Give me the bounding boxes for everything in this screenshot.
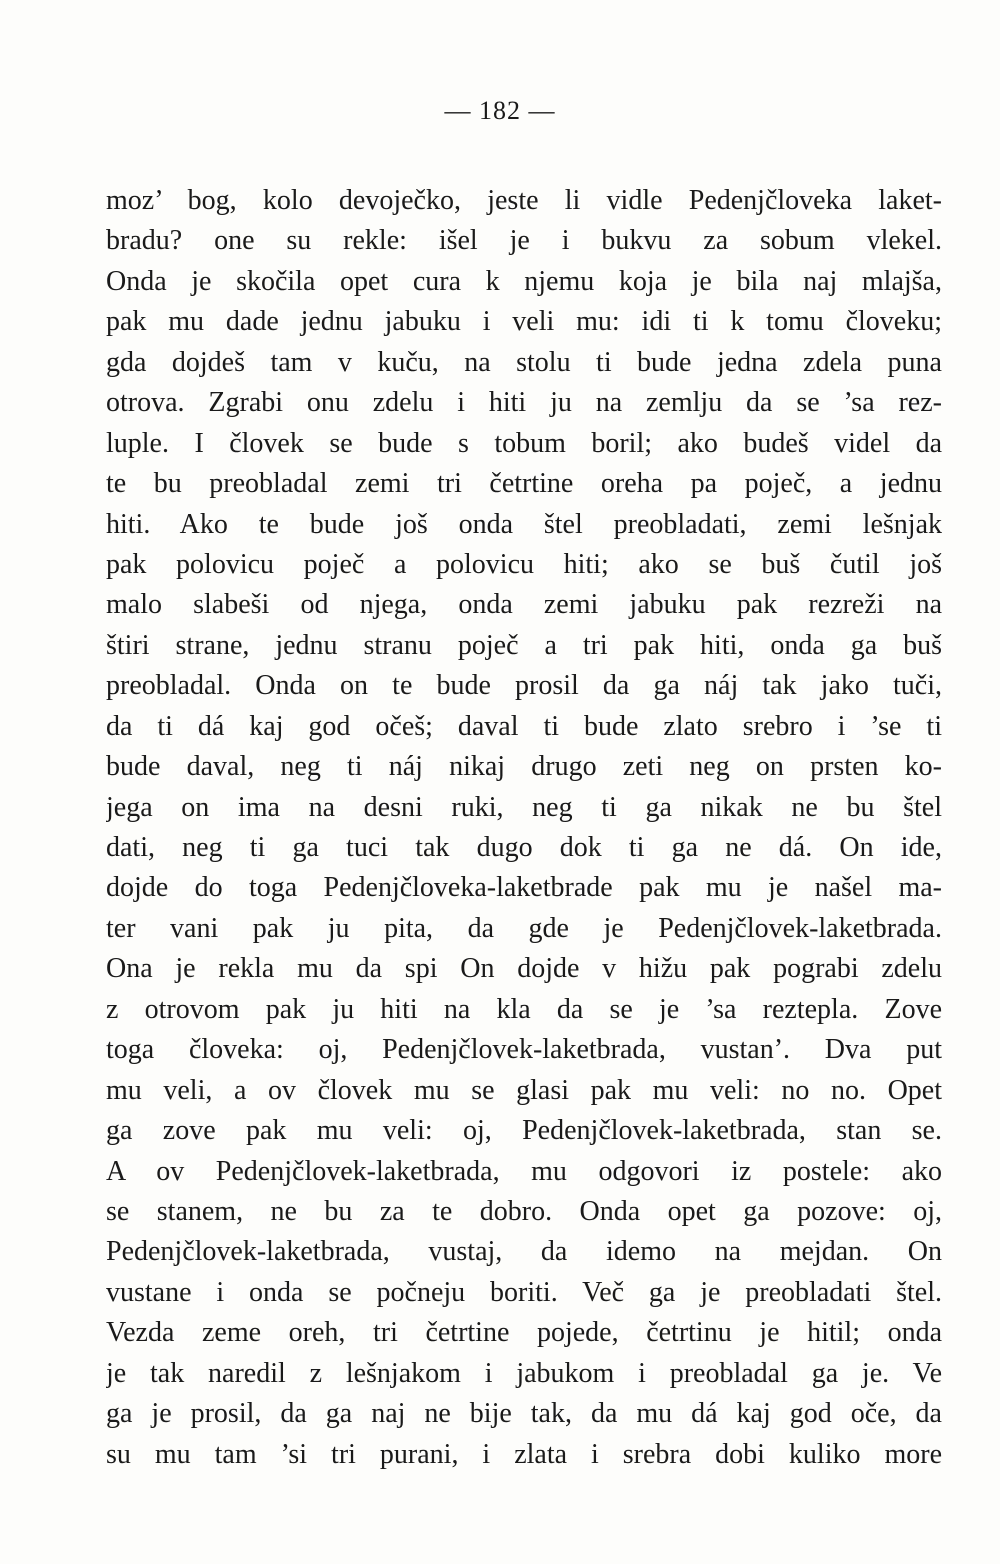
text-line: dati, neg ti ga tuci tak dugo dok ti ga ne dá. On ide, [106, 832, 942, 863]
text-line: da ti dá kaj god očeš; daval ti bude zlato srebro i ’se ti [106, 710, 942, 742]
page-number: — 182 — [444, 96, 556, 125]
body-text [106, 181, 942, 1475]
text-line: ga je prosil, da ga naj ne bije tak, da mu dá kaj god oče, da [106, 1398, 942, 1430]
text-line: bradu? one su rekle: išel je i bukvu za sobum vlekel. [106, 225, 942, 257]
text-line: preobladal. Onda on te bude prosil da ga náj tak jako tuči, [106, 670, 942, 702]
text-line: bude daval, neg ti náj nikaj drugo zeti neg on prsten ko- [106, 751, 942, 783]
text-line: A ov Pedenjčlovek-laketbrada, mu odgovori iz postele: ako [106, 1155, 942, 1187]
text-line: se stanem, ne bu za te dobro. Onda opet ga pozove: oj, [106, 1195, 942, 1227]
text-line: Pedenjčlovek-laketbrada, vustaj, da idemo na mejdan. On [106, 1236, 942, 1268]
text-line: Onda je skočila opet cura k njemu koja je bila naj mlajša, [106, 265, 942, 297]
text-line: Ona je rekla mu da spi On dojde v hižu pak pograbi zdelu [106, 953, 942, 985]
text-line: hiti. Ako te bude još onda štel preobladati, zemi lešnjak [106, 508, 942, 540]
text-line: štiri strane, jednu stranu poječ a tri pak hiti, onda ga buš [106, 629, 942, 661]
text-line: su mu tam ’si tri purani, i zlata i srebra dobi kuliko more [106, 1438, 942, 1470]
text-line: z otrovom pak ju hiti na kla da se je ’sa reztepla. Zove [106, 993, 942, 1025]
text-line: Vezda zeme oreh, tri četrtine pojede, četrtinu je hitil; onda [106, 1317, 942, 1349]
text-line: pak mu dade jednu jabuku i veli mu: idi ti k tomu človeku; [106, 306, 942, 338]
text-line: otrova. Zgrabi onu zdelu i hiti ju na zemlju da se ’sa rez- [106, 387, 942, 419]
text-line: te bu preobladal zemi tri četrtine oreha pa poječ, a jednu [106, 468, 942, 500]
text-line: jega on ima na desni ruki, neg ti ga nikak ne bu štel [106, 791, 942, 823]
text-line: moz’ bog, kolo devoječko, jeste li vidle Pedenjčloveka laket- [106, 185, 942, 216]
text-line: toga človeka: oj, Pedenjčlovek-laketbrada, vustan’. Dva put [106, 1034, 942, 1066]
text-line: ter vani pak ju pita, da gde je Pedenjčlovek-laketbrada. [106, 912, 942, 944]
text-line: je tak naredil z lešnjakom i jabukom i preobladal ga je. Ve [106, 1357, 942, 1389]
text-line: ga zove pak mu veli: oj, Pedenjčlovek-laketbrada, stan se. [106, 1115, 942, 1147]
text-line: pak polovicu poječ a polovicu hiti; ako se buš čutil još [106, 548, 942, 580]
text-line: malo slabeši od njega, onda zemi jabuku pak rezreži na [106, 589, 942, 621]
text-line: gda dojdeš tam v kuču, na stolu ti bude jedna zdela puna [106, 346, 942, 378]
text-line: vustane i onda se počneju boriti. Več ga je preobladati štel. [106, 1276, 942, 1308]
text-line: mu veli, a ov človek mu se glasi pak mu veli: no no. Opet [106, 1074, 942, 1106]
text-line: dojde do toga Pedenjčloveka-laketbrade pak mu je našel ma- [106, 872, 942, 904]
text-line: luple. I človek se bude s tobum boril; ako budeš videl da [106, 427, 942, 459]
